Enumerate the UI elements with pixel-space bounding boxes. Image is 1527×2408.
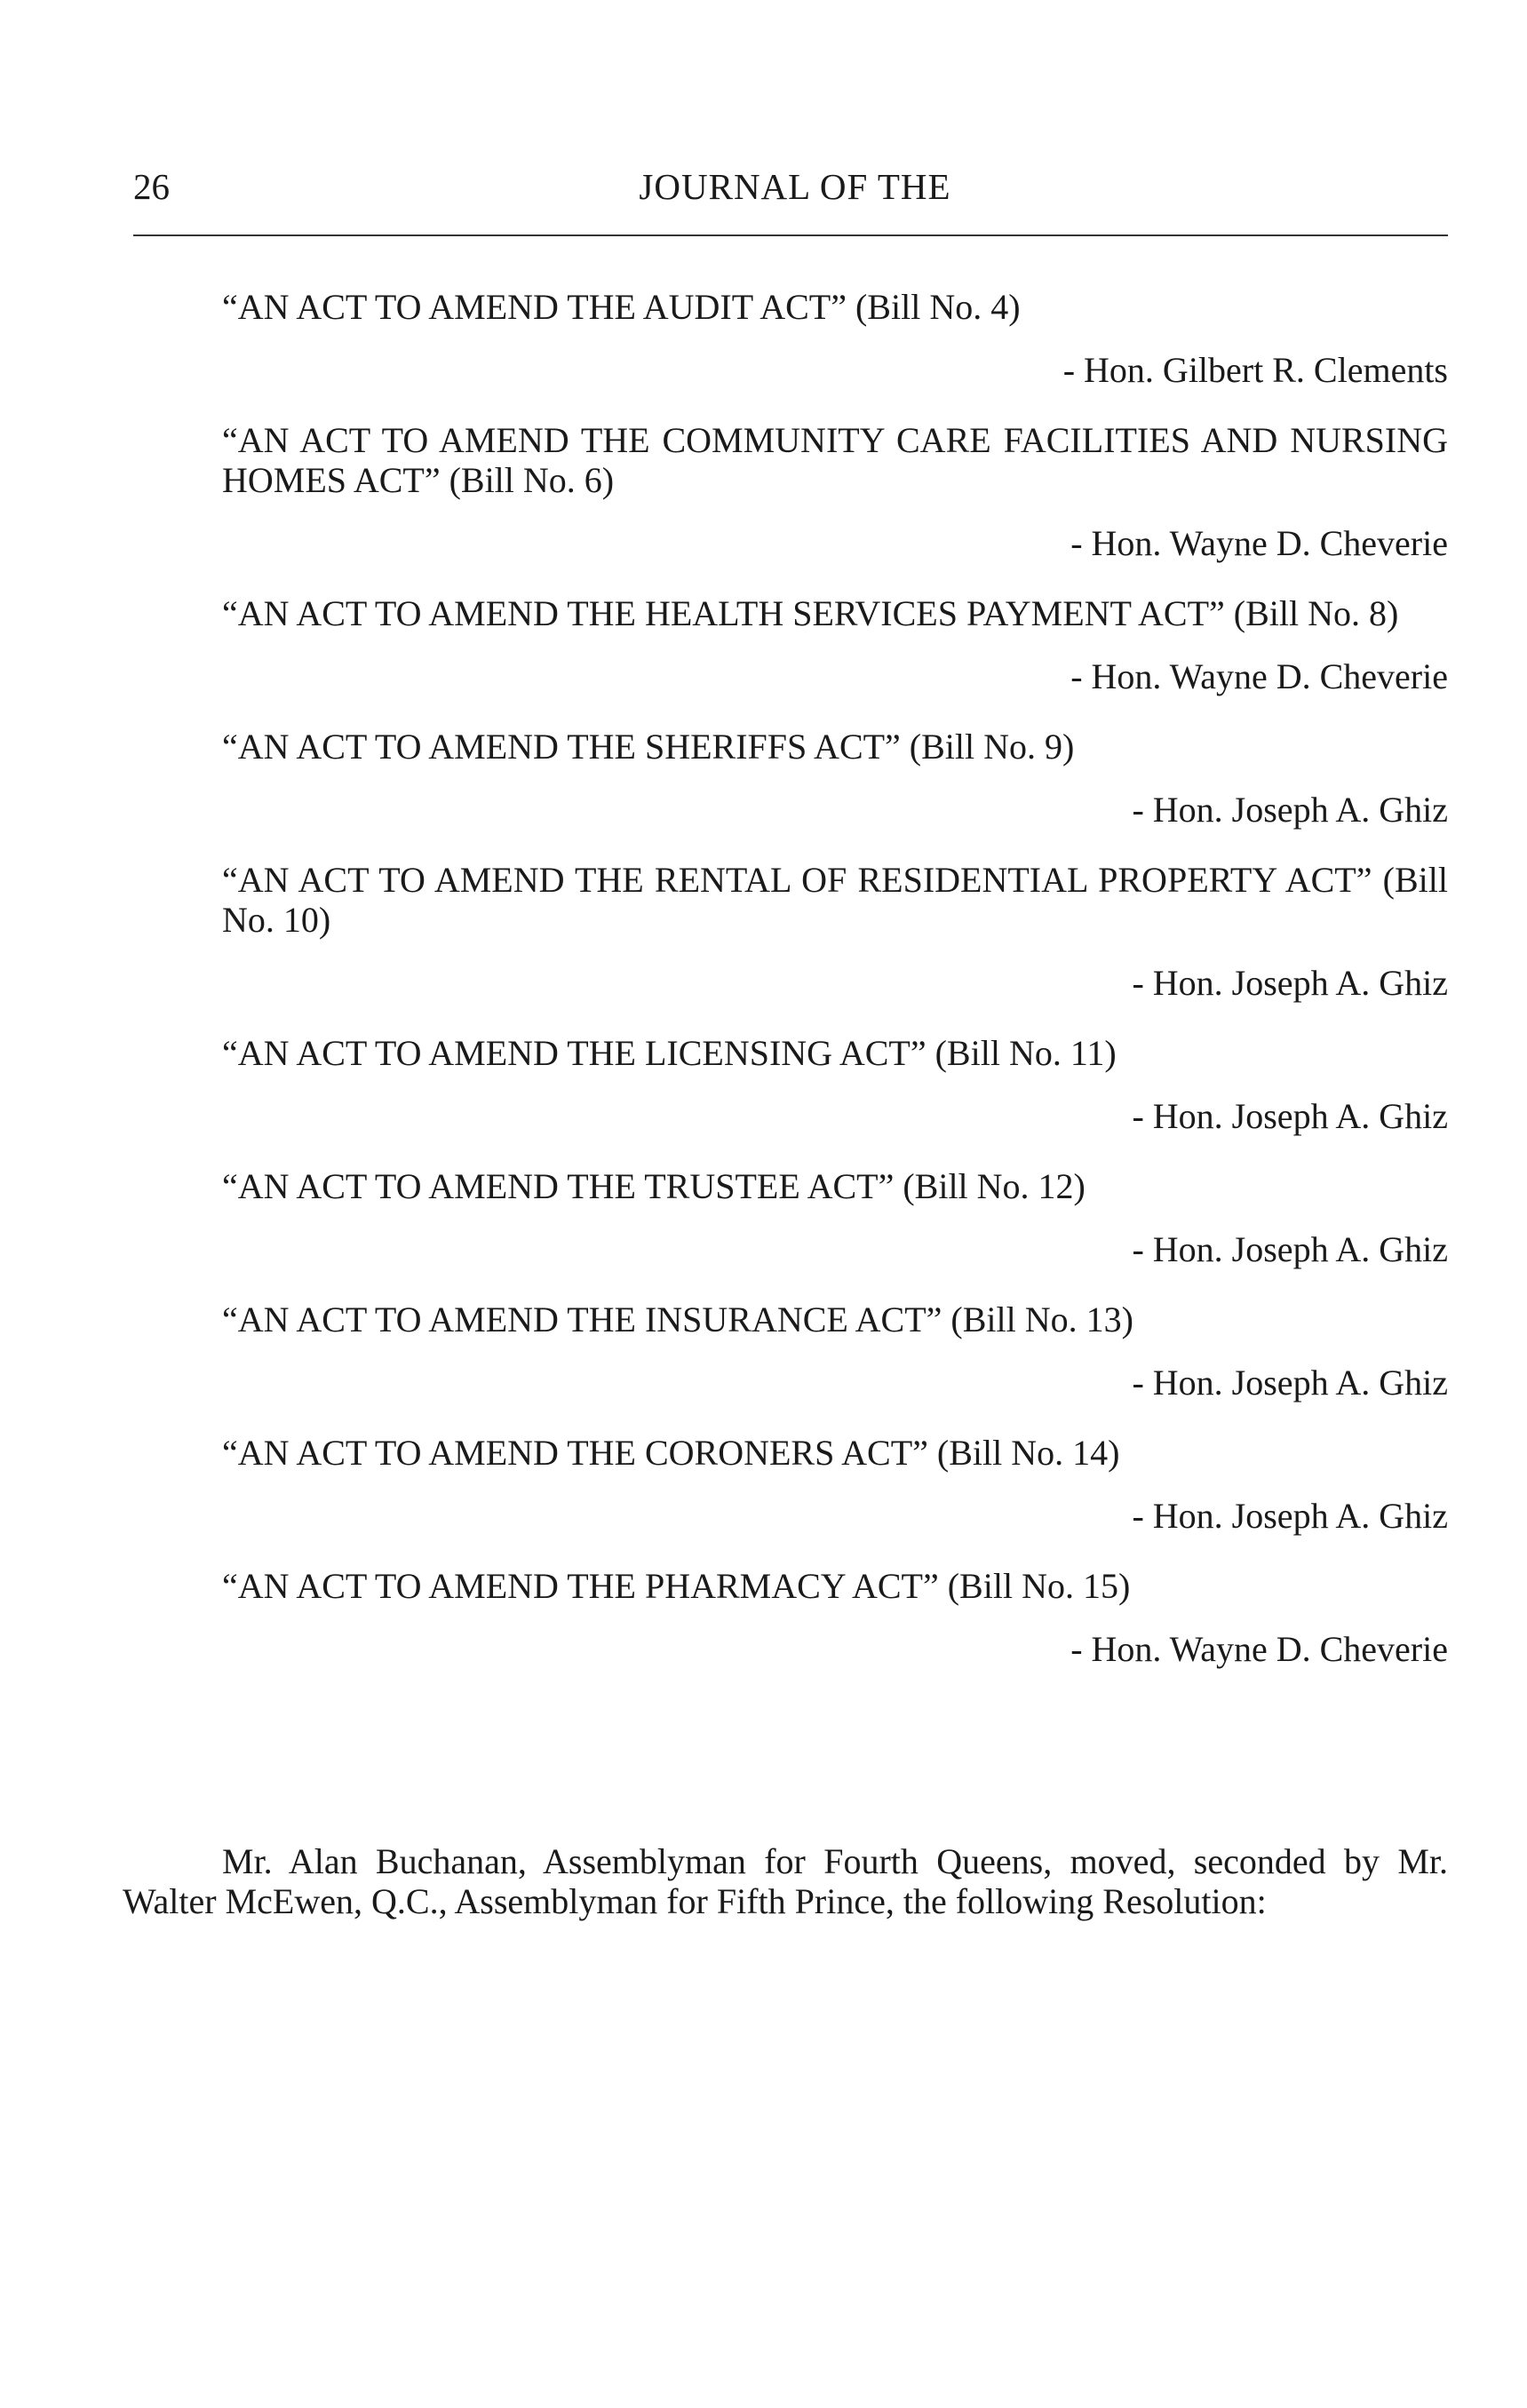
bill-sponsor: - Hon. Joseph A. Ghiz (1132, 1229, 1448, 1269)
bill-title: “AN ACT TO AMEND THE AUDIT ACT” (Bill No. 4) (222, 287, 1021, 327)
bill-entry (222, 593, 1448, 696)
bill-sponsor: - Hon. Joseph A. Ghiz (1132, 790, 1448, 830)
bill-sponsor: - Hon. Joseph A. Ghiz (1132, 1363, 1448, 1403)
running-head: JOURNAL OF THE (639, 166, 951, 207)
bill-title: “AN ACT TO AMEND THE LICENSING ACT” (Bill No. 11) (222, 1033, 1117, 1073)
bill-list (222, 287, 1448, 1669)
bill-entry (222, 1299, 1448, 1403)
bill-title: “AN ACT TO AMEND THE TRUSTEE ACT” (Bill No. 12) (222, 1166, 1086, 1206)
bill-sponsor: - Hon. Joseph A. Ghiz (1132, 1096, 1448, 1136)
bill-title: “AN ACT TO AMEND THE INSURANCE ACT” (Bill No. 13) (222, 1299, 1133, 1339)
bill-sponsor: - Hon. Wayne D. Cheverie (1070, 656, 1448, 696)
header-rule (133, 234, 1448, 236)
bill-title: “AN ACT TO AMEND THE PHARMACY ACT” (Bill No. 15) (222, 1566, 1131, 1606)
bill-entry (222, 1033, 1448, 1136)
bill-entry (222, 1566, 1448, 1669)
bill-title: “AN ACT TO AMEND THE RENTAL OF RESIDENTIAL PROPERTY ACT” (Bill No. 10) (222, 860, 1448, 940)
bill-sponsor: - Hon. Joseph A. Ghiz (1132, 963, 1448, 1003)
bill-title: “AN ACT TO AMEND THE COMMUNITY CARE FACILITIES AND NURSING HOMES ACT” (Bill No. 6) (222, 420, 1448, 500)
bill-sponsor: - Hon. Wayne D. Cheverie (1070, 1629, 1448, 1669)
motion-paragraph: Mr. Alan Buchanan, Assemblyman for Fourth Queens, moved, seconded by Mr. Walter McEwen, Q.C., Assemblyman for Fifth Prince, the following Resolution: (123, 1841, 1448, 1921)
bill-sponsor: - Hon. Gilbert R. Clements (1062, 350, 1448, 390)
bill-entry (222, 420, 1448, 563)
bill-entry (222, 727, 1448, 830)
bill-entry (222, 860, 1448, 1003)
bill-sponsor: - Hon. Joseph A. Ghiz (1132, 1496, 1448, 1536)
bill-entry (222, 1433, 1448, 1536)
bill-sponsor: - Hon. Wayne D. Cheverie (1070, 523, 1448, 563)
bill-entry (222, 287, 1448, 390)
page-number: 26 (133, 166, 170, 207)
bill-entry (222, 1166, 1448, 1269)
bill-title: “AN ACT TO AMEND THE CORONERS ACT” (Bill No. 14) (222, 1433, 1120, 1473)
bill-title: “AN ACT TO AMEND THE SHERIFFS ACT” (Bill No. 9) (222, 727, 1075, 767)
bill-title: “AN ACT TO AMEND THE HEALTH SERVICES PAYMENT ACT” (Bill No. 8) (222, 593, 1399, 633)
